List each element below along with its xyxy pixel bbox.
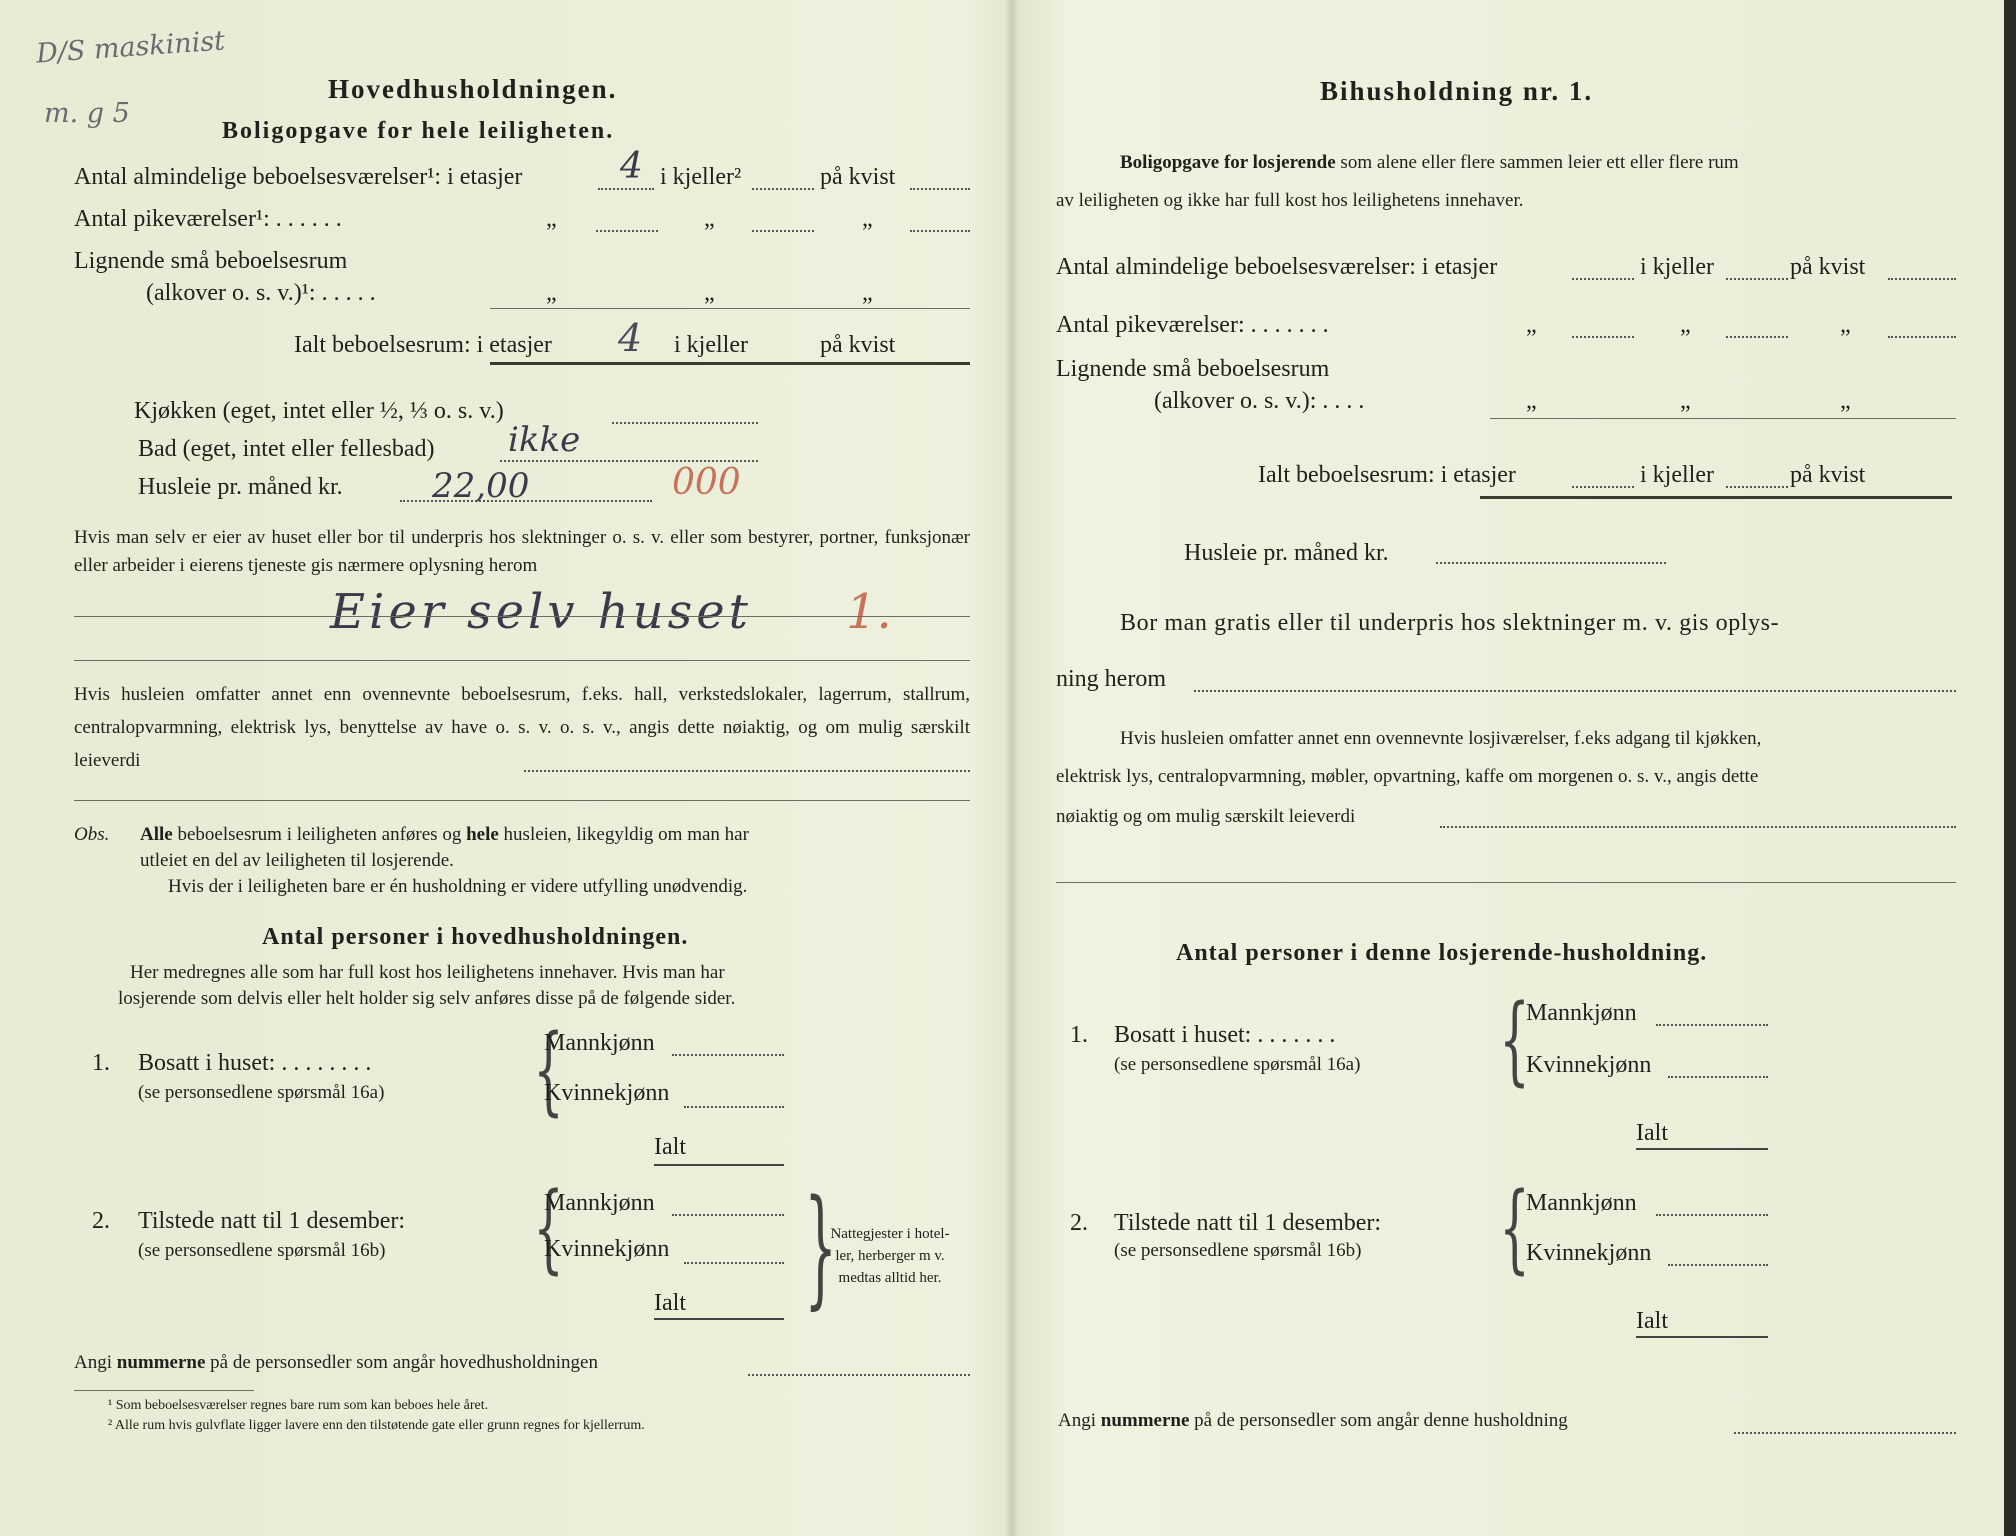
left-q2-mann-label: Mannkjønn	[544, 1190, 655, 1216]
pike-ditto-1: „	[546, 206, 557, 232]
right-angi-line	[1734, 1432, 1956, 1434]
right-q1-brace: {	[1499, 984, 1530, 1096]
pike-kjeller-line	[752, 230, 814, 232]
lignende-label: Lignende små beboelsesrum	[74, 248, 348, 274]
eier-instruction: Hvis man selv er eier av huset eller bor til underpris hos slektninger o. s. v. eller som bestyrer, portner, funksjonær eller arbeider i eierens tjeneste gis nærmere oplysning herom	[74, 527, 970, 576]
right-omfatter-line-2	[1056, 882, 1956, 883]
right-alkover-ditto-1: „	[1526, 388, 1537, 414]
left-angi-line	[748, 1374, 970, 1376]
rooms-kjeller-label: i kjeller²	[660, 164, 742, 190]
pike-ditto-2: „	[704, 206, 715, 232]
alkover-ditto-3: „	[862, 280, 873, 306]
right-q1-number: 1.	[1070, 1022, 1088, 1048]
footnote-1: ¹ Som beboelsesværelser regnes bare rum som kan beboes hele året.	[108, 1398, 489, 1413]
right-alkover-line	[1490, 418, 1956, 419]
left-subtitle: Boligopgave for hele leiligheten.	[222, 118, 615, 144]
bad-label: Bad (eget, intet eller fellesbad)	[138, 436, 435, 462]
eier-red-note: 1.	[846, 584, 892, 640]
left-angi-nummerne: nummerne	[116, 1352, 206, 1373]
right-title: Bihusholdning nr. 1.	[1320, 76, 1594, 106]
right-husleie-label: Husleie pr. måned kr.	[1184, 540, 1389, 566]
right-q1-mann-line	[1656, 1024, 1768, 1026]
handwritten-note-code: m. g 5	[44, 98, 130, 129]
husleie-red-note: 000	[672, 462, 741, 503]
obs-text-1d: husleien, likegyldig om man har	[503, 824, 749, 845]
omfatter-instruction: Hvis husleien omfatter annet enn ovennevnte beboelsesrum, f.eks. hall, verkstedslokaler, lagerrum, stallrum, centralopvarmning, elektrisk lys, benyttelse av have o. s. v. o. s. v., angis dette nøiaktig, og om mulig særskilt leieverdi	[74, 684, 970, 771]
ialt-etasjer-value: 4	[618, 316, 643, 360]
alkover-ditto-2: „	[704, 280, 715, 306]
left-persons-text-1: Her medregnes alle som har full kost hos leilighetens innehaver. Hvis man har	[130, 962, 725, 983]
eier-line-2	[74, 660, 970, 661]
ialt-rule	[490, 362, 970, 365]
pike-etasjer-line	[596, 230, 658, 232]
left-q2-label: Tilstede natt til 1 desember:	[138, 1208, 406, 1234]
right-angi-a: Angi	[1058, 1410, 1096, 1431]
right-pike-kjeller-line	[1726, 336, 1788, 338]
right-intro-bold: Boligopgave for losjerende	[1120, 152, 1336, 173]
rooms-etasjer-line	[598, 188, 654, 190]
right-rooms-kjeller-label: i kjeller	[1640, 254, 1714, 280]
right-rooms-kvist-line	[1888, 278, 1956, 280]
right-ialt-label: Ialt beboelsesrum: i etasjer	[1258, 462, 1516, 488]
ialt-kjeller-label: i kjeller	[674, 332, 748, 358]
right-ialt-kjeller-label: i kjeller	[1640, 462, 1714, 488]
husleie-line	[400, 500, 652, 502]
left-q2-number: 2.	[92, 1208, 110, 1234]
husleie-label: Husleie pr. måned kr.	[138, 474, 343, 500]
left-title: Hovedhusholdningen.	[328, 74, 618, 104]
left-q2-brace: {	[533, 1172, 564, 1284]
left-q1-mann-label: Mannkjønn	[544, 1030, 655, 1056]
right-omfatter-2: elektrisk lys, centralopvarmning, møbler, opvartning, kaffe om morgenen o. s. v., angis dette	[1056, 766, 1759, 787]
right-q1-mann-label: Mannkjønn	[1526, 1000, 1637, 1026]
scan-edge	[2004, 0, 2016, 1536]
right-pike-label: Antal pikeværelser: . . . . . . .	[1056, 312, 1329, 338]
left-q1-ialt-label: Ialt	[654, 1134, 686, 1160]
center-fold	[1005, 0, 1019, 1536]
right-angi-c: på de personsedler som angår denne husholdning	[1194, 1410, 1568, 1431]
right-angi-nummerne: nummerne	[1100, 1410, 1190, 1431]
right-omfatter-1: Hvis husleien omfatter annet enn ovennevnte losjiværelser, f.eks adgang til kjøkken,	[1120, 728, 1762, 749]
omfatter-line-1	[524, 770, 970, 772]
right-omfatter-3: nøiaktig og om mulig særskilt leieverdi	[1056, 806, 1356, 827]
right-q2-sub: (se personsedlene spørsmål 16b)	[1114, 1240, 1362, 1261]
right-pike-ditto-1: „	[1526, 312, 1537, 338]
left-q1-sub: (se personsedlene spørsmål 16a)	[138, 1082, 385, 1103]
left-angi-c: på de personsedler som angår hovedhusholdningen	[210, 1352, 598, 1373]
right-husleie-line	[1436, 562, 1666, 564]
obs-hele: hele	[466, 824, 499, 845]
obs-alle: Alle	[140, 824, 173, 845]
right-pike-ditto-3: „	[1840, 312, 1851, 338]
right-q2-kvinne-line	[1668, 1264, 1768, 1266]
pike-label: Antal pikeværelser¹: . . . . . .	[74, 206, 342, 232]
right-alkover-label: (alkover o. s. v.): . . . .	[1154, 388, 1365, 414]
right-q1-sub: (se personsedlene spørsmål 16a)	[1114, 1054, 1361, 1075]
husleie-value: 22,00	[432, 466, 530, 506]
left-q2-ialt-label: Ialt	[654, 1290, 686, 1316]
left-persons-text-2: losjerende som delvis eller helt holder sig selv anføres disse på de følgende sider.	[118, 988, 736, 1009]
left-q1-mann-line	[672, 1054, 784, 1056]
pike-ditto-3: „	[862, 206, 873, 232]
left-q1-number: 1.	[92, 1050, 110, 1076]
right-q1-kvinne-label: Kvinnekjønn	[1526, 1052, 1652, 1078]
right-pike-etasjer-line	[1572, 336, 1634, 338]
right-pike-kvist-line	[1888, 336, 1956, 338]
rooms-kvist-label: på kvist	[820, 164, 896, 190]
right-omfatter-line-1	[1440, 826, 1956, 828]
obs-line-3: Hvis der i leiligheten bare er én husholdning er videre utfylling unødvendig.	[168, 876, 748, 897]
alkover-line	[490, 308, 970, 309]
ialt-kvist-label: på kvist	[820, 332, 896, 358]
obs-line-2: utleiet en del av leiligheten til losjerende.	[140, 850, 454, 871]
ialt-rooms-label: Ialt beboelsesrum: i etasjer	[294, 332, 552, 358]
alkover-ditto-1: „	[546, 280, 557, 306]
right-q2-ialt-line	[1636, 1336, 1768, 1338]
right-rooms-label: Antal almindelige beboelsesværelser: i etasjer	[1056, 254, 1498, 280]
right-persons-title: Antal personer i denne losjerende-husholdning.	[1176, 940, 1708, 966]
right-rooms-etasjer-line	[1572, 278, 1634, 280]
right-alkover-ditto-3: „	[1840, 388, 1851, 414]
rooms-label: Antal almindelige beboelsesværelser¹: i etasjer	[74, 164, 523, 190]
right-intro-1	[1120, 152, 1739, 174]
right-q2-mann-line	[1656, 1214, 1768, 1216]
right-ialt-rule	[1480, 496, 1952, 499]
right-q2-number: 2.	[1070, 1210, 1088, 1236]
rooms-kvist-line	[910, 188, 970, 190]
eier-line-1	[74, 616, 970, 617]
left-persons-title: Antal personer i hovedhusholdningen.	[262, 924, 689, 950]
right-pike-ditto-2: „	[1680, 312, 1691, 338]
obs-prefix: Obs.	[74, 824, 110, 845]
right-q2-mann-label: Mannkjønn	[1526, 1190, 1637, 1216]
left-q2-kvinne-label: Kvinnekjønn	[544, 1236, 670, 1262]
right-q1-ialt-line	[1636, 1148, 1768, 1150]
right-q1-label: Bosatt i huset: . . . . . . .	[1114, 1022, 1336, 1048]
right-rooms-kvist-label: på kvist	[1790, 254, 1866, 280]
nattegjester-note-3: medtas alltid her.	[838, 1270, 942, 1286]
eier-value: Eier selv huset	[330, 584, 752, 640]
right-gratis-2: ning herom	[1056, 666, 1166, 692]
right-rooms-kjeller-line	[1726, 278, 1788, 280]
footnote-2: ² Alle rum hvis gulvflate ligger lavere enn den tilstøtende gate eller grunn regnes for kjellerrum.	[108, 1418, 645, 1433]
left-q1-label: Bosatt i huset: . . . . . . . .	[138, 1050, 372, 1076]
nattegjester-note-1: Nattegjester i hotel-	[830, 1226, 950, 1242]
left-q2-sub: (se personsedlene spørsmål 16b)	[138, 1240, 386, 1261]
right-ialt-kvist-label: på kvist	[1790, 462, 1866, 488]
nattegjester-brace: }	[804, 1173, 838, 1322]
nattegjester-note-2: ler, herberger m v.	[835, 1248, 945, 1264]
right-angi	[1058, 1410, 1568, 1432]
bad-value: ikke	[508, 420, 581, 460]
right-q2-label: Tilstede natt til 1 desember:	[1114, 1210, 1382, 1236]
left-q1-kvinne-line	[684, 1106, 784, 1108]
right-intro-rest: som alene eller flere sammen leier ett eller flere rum	[1340, 152, 1739, 173]
kjokken-line	[612, 422, 758, 424]
left-q1-kvinne-label: Kvinnekjønn	[544, 1080, 670, 1106]
right-q1-kvinne-line	[1668, 1076, 1768, 1078]
right-q2-brace: {	[1499, 1172, 1530, 1284]
left-q2-ialt-line	[654, 1318, 784, 1320]
right-gratis-line	[1194, 690, 1956, 692]
omfatter-line-2	[74, 800, 970, 801]
right-ialt-kjeller-line	[1726, 486, 1788, 488]
alkover-label: (alkover o. s. v.)¹: . . . . .	[146, 280, 376, 306]
left-angi-a: Angi	[74, 1352, 112, 1373]
right-q1-ialt-label: Ialt	[1636, 1120, 1668, 1146]
right-gratis-1: Bor man gratis eller til underpris hos slektninger m. v. gis oplys-	[1120, 610, 1780, 636]
left-q1-ialt-line	[654, 1164, 784, 1166]
obs-line-1	[140, 824, 749, 846]
left-q1-brace: {	[533, 1014, 564, 1126]
obs-text-1b: beboelsesrum i leiligheten anføres og	[177, 824, 462, 845]
kjokken-label: Kjøkken (eget, intet eller ½, ⅓ o. s. v.)	[134, 398, 504, 424]
handwritten-note-occupation: D/S maskinist	[35, 25, 226, 70]
rooms-kjeller-line	[752, 188, 814, 190]
rooms-etasjer-value: 4	[620, 146, 643, 187]
left-q2-mann-line	[672, 1214, 784, 1216]
right-alkover-ditto-2: „	[1680, 388, 1691, 414]
pike-kvist-line	[910, 230, 970, 232]
left-angi	[74, 1352, 598, 1374]
right-lignende-label: Lignende små beboelsesrum	[1056, 356, 1330, 382]
left-q2-kvinne-line	[684, 1262, 784, 1264]
right-q2-kvinne-label: Kvinnekjønn	[1526, 1240, 1652, 1266]
right-q2-ialt-label: Ialt	[1636, 1308, 1668, 1334]
right-intro-2: av leiligheten og ikke har full kost hos leilighetens innehaver.	[1056, 190, 1524, 211]
right-ialt-etasjer-line	[1572, 486, 1634, 488]
footnote-divider	[74, 1390, 254, 1391]
